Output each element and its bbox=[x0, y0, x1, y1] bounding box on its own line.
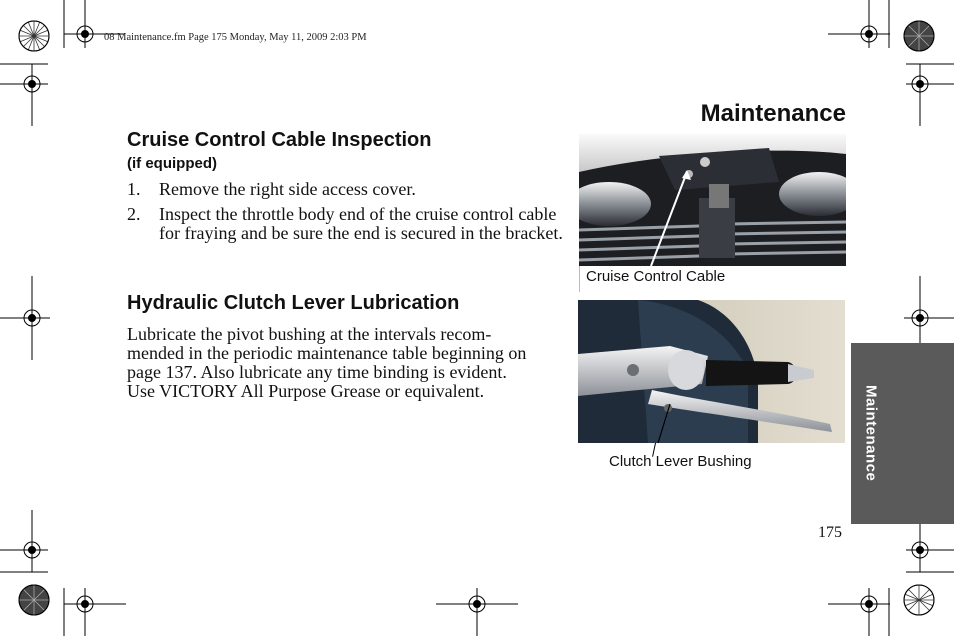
crosshair-target-icon bbox=[906, 64, 954, 126]
cruise-subheading: (if equipped) bbox=[127, 155, 217, 172]
step-text: Inspect the throttle body end of the cruise control cable for fraying and be sure the end is secured in the bracket. bbox=[159, 204, 563, 243]
crosshair-target-icon bbox=[0, 276, 50, 360]
clutch-lever-caption: Clutch Lever Bushing bbox=[609, 453, 752, 470]
paragraph-line: mended in the periodic maintenance table beginning on bbox=[127, 343, 527, 363]
clutch-section bbox=[127, 292, 572, 401]
clutch-paragraph bbox=[127, 325, 572, 401]
cruise-cable-caption: Cruise Control Cable bbox=[586, 268, 726, 285]
clutch-lever-photo bbox=[578, 300, 845, 443]
paragraph-line: page 137. Also lubricate any time binding is evident. bbox=[127, 362, 507, 382]
registration-rosette-icon bbox=[904, 21, 934, 51]
registration-rosette-icon bbox=[19, 21, 49, 51]
step-number: 1. bbox=[127, 179, 141, 199]
page-section-title: Maintenance bbox=[700, 100, 846, 127]
clutch-heading: Hydraulic Clutch Lever Lubrication bbox=[127, 292, 460, 314]
crosshair-target-icon bbox=[64, 588, 126, 636]
paragraph-line: Lubricate the pivot bushing at the intervals recom- bbox=[127, 324, 492, 344]
cruise-heading: Cruise Control Cable Inspection bbox=[127, 129, 432, 151]
paragraph-line: Use VICTORY All Purpose Grease or equivalent. bbox=[127, 381, 485, 401]
registration-rosette-icon bbox=[904, 585, 934, 615]
registration-rosette-icon bbox=[19, 585, 49, 615]
crosshair-target-icon bbox=[0, 64, 48, 126]
cruise-section bbox=[127, 129, 572, 243]
chapter-side-tab-label bbox=[851, 343, 891, 524]
figure-divider bbox=[579, 266, 580, 292]
list-item bbox=[127, 205, 572, 243]
crosshair-target-icon bbox=[828, 0, 890, 48]
side-tab-text: Maintenance bbox=[862, 385, 880, 482]
list-item bbox=[127, 180, 572, 199]
page-number: 175 bbox=[818, 524, 842, 541]
crosshair-target-icon bbox=[436, 588, 518, 636]
crosshair-target-icon bbox=[828, 588, 890, 636]
cruise-cable-photo bbox=[579, 134, 846, 266]
clutch-photo-illustration bbox=[578, 300, 845, 443]
engine-photo-illustration bbox=[579, 134, 846, 266]
step-text: Remove the right side access cover. bbox=[159, 179, 416, 199]
cruise-steps bbox=[127, 180, 572, 243]
file-header-line: 08 Maintenance.fm Page 175 Monday, May 11, 2009 2:03 PM bbox=[104, 32, 367, 43]
crosshair-target-icon bbox=[0, 510, 48, 572]
step-number: 2. bbox=[127, 204, 141, 224]
